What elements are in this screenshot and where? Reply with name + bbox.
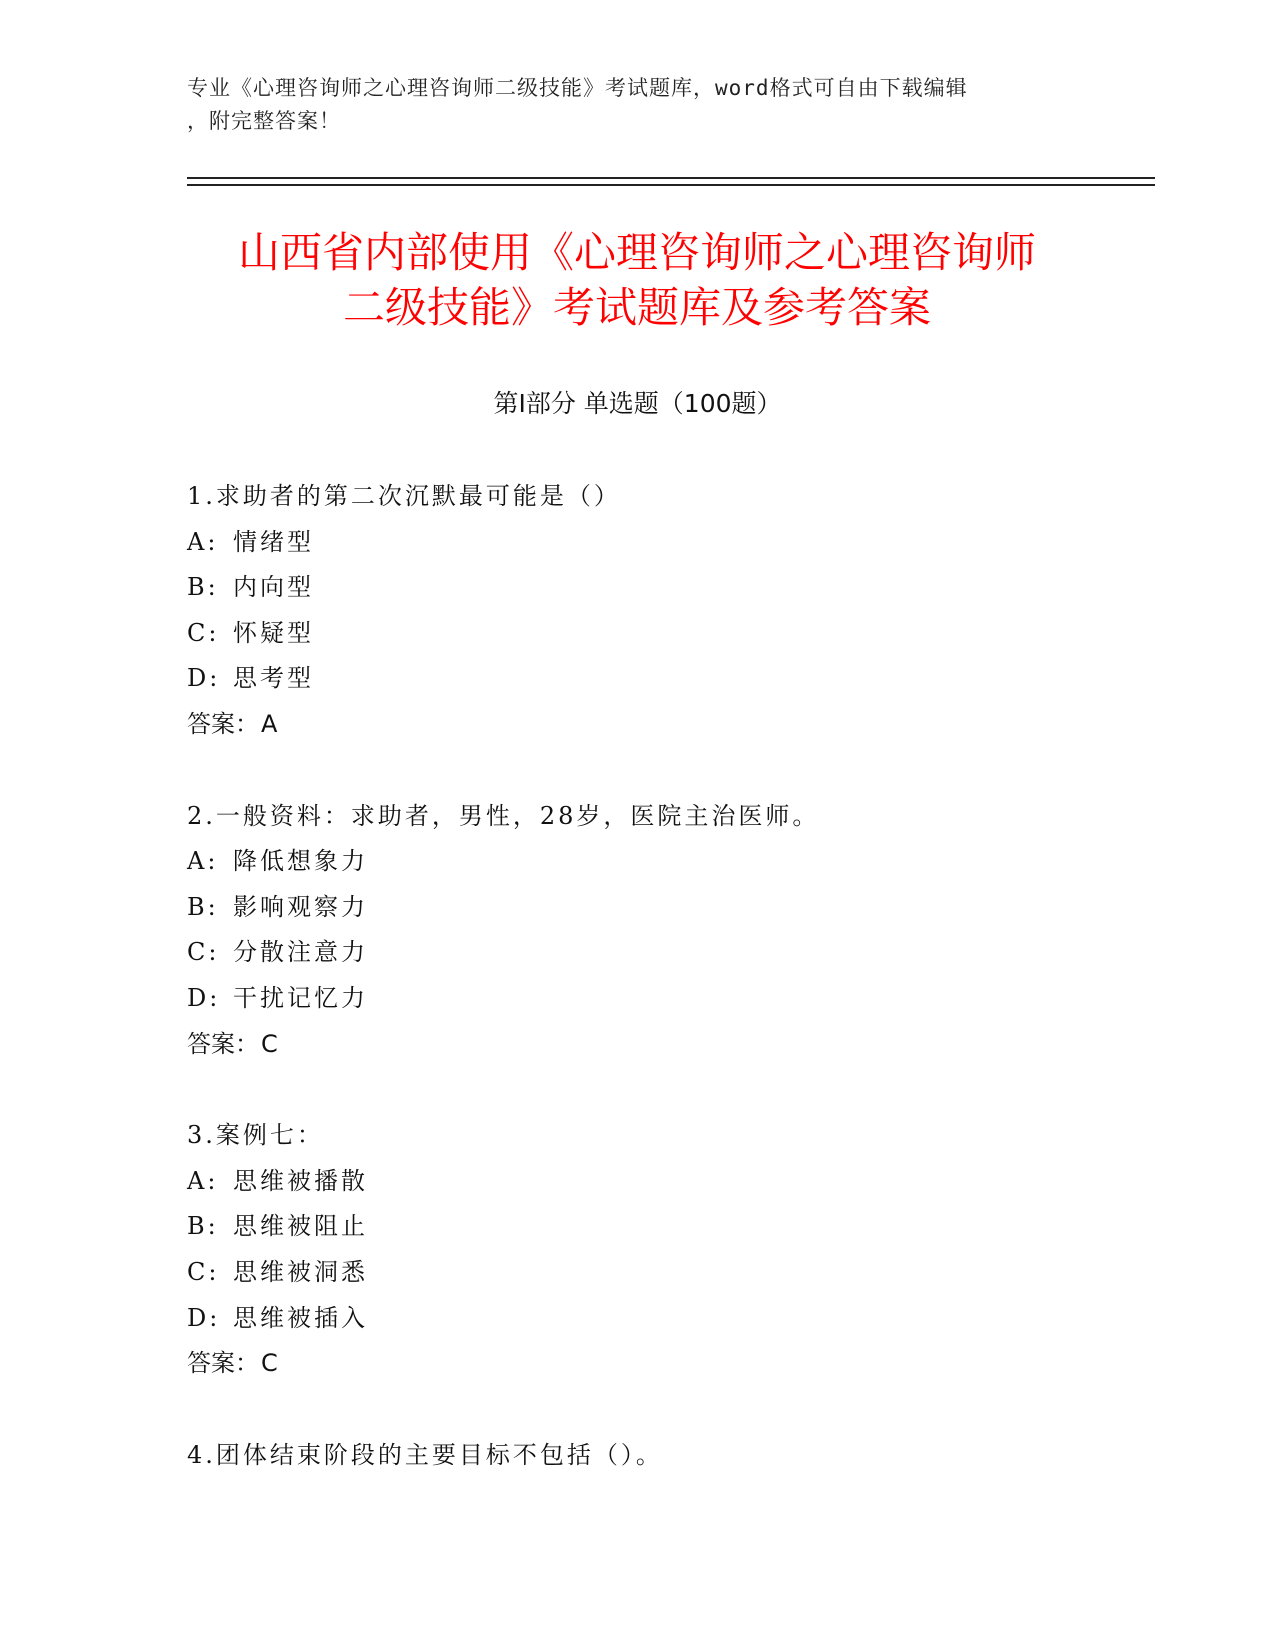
option-text: 干扰记忆力 — [233, 983, 368, 1012]
option-text: 影响观察力 — [233, 892, 368, 921]
option-text: 思维被阻止 — [233, 1212, 368, 1241]
option-letter: A: — [187, 847, 219, 876]
document-title-line-2: 二级技能》考试题库及参考答案 — [342, 283, 931, 332]
question-item — [187, 1113, 1147, 1387]
question-option — [187, 930, 1147, 976]
question-item — [187, 1433, 1147, 1479]
option-letter: C: — [187, 938, 220, 967]
question-stem: 4.团体结束阶段的主要目标不包括（）。 — [187, 1440, 663, 1469]
question-option — [187, 1159, 1147, 1205]
option-letter: D: — [187, 1303, 221, 1332]
option-text: 怀疑型 — [233, 618, 314, 647]
option-letter: B: — [187, 1212, 219, 1241]
option-text: 降低想象力 — [233, 847, 368, 876]
question-option — [187, 1250, 1147, 1296]
option-text: 情绪型 — [233, 527, 314, 556]
option-letter: C: — [187, 1257, 220, 1286]
option-text: 思维被洞悉 — [233, 1257, 368, 1286]
option-text: 思维被插入 — [233, 1303, 368, 1332]
question-option — [187, 976, 1147, 1022]
question-answer — [187, 702, 1147, 748]
option-letter: C: — [187, 618, 220, 647]
option-letter: A: — [187, 1166, 219, 1195]
question-option — [187, 565, 1147, 611]
document-title — [187, 225, 1087, 335]
option-text: 思维被播散 — [233, 1166, 368, 1195]
document-title-line-1: 山西省内部使用《心理咨询师之心理咨询师 — [237, 228, 1036, 277]
option-text: 分散注意力 — [233, 938, 368, 967]
question-stem: 3.案例七： — [187, 1121, 324, 1150]
answer-label: 答案： — [187, 709, 259, 738]
option-text: 思考型 — [233, 664, 314, 693]
answer-value: C — [261, 1029, 278, 1058]
section-heading: 第Ⅰ部分 单选题（100题） — [493, 389, 782, 418]
question-option — [187, 520, 1147, 566]
question-option — [187, 885, 1147, 931]
option-letter: D: — [187, 983, 221, 1012]
header-divider-top — [187, 177, 1155, 179]
header-note-line-2: ，附完整答案！ — [187, 109, 341, 133]
question-item — [187, 474, 1147, 748]
header-divider-bottom — [187, 184, 1155, 186]
question-option — [187, 1296, 1147, 1342]
option-letter: B: — [187, 892, 219, 921]
question-answer — [187, 1341, 1147, 1387]
answer-label: 答案： — [187, 1029, 259, 1058]
answer-value: C — [261, 1349, 278, 1378]
question-answer — [187, 1022, 1147, 1068]
question-option — [187, 839, 1147, 885]
header-note — [187, 72, 1067, 138]
header-note-line-1: 专业《心理咨询师之心理咨询师二级技能》考试题库，word格式可自由下载编辑 — [187, 76, 968, 100]
question-option — [187, 656, 1147, 702]
option-letter: A: — [187, 527, 219, 556]
question-stem: 1.求助者的第二次沉默最可能是（） — [187, 482, 621, 510]
option-text: 内向型 — [233, 573, 314, 602]
answer-value: A — [261, 709, 278, 738]
question-option — [187, 611, 1147, 657]
option-letter: D: — [187, 664, 221, 693]
question-item — [187, 794, 1147, 1068]
option-letter: B: — [187, 573, 219, 602]
question-option — [187, 1204, 1147, 1250]
question-stem: 2.一般资料：求助者，男性，28岁，医院主治医师。 — [187, 801, 820, 830]
answer-label: 答案： — [187, 1349, 259, 1378]
question-list — [187, 474, 1147, 1524]
